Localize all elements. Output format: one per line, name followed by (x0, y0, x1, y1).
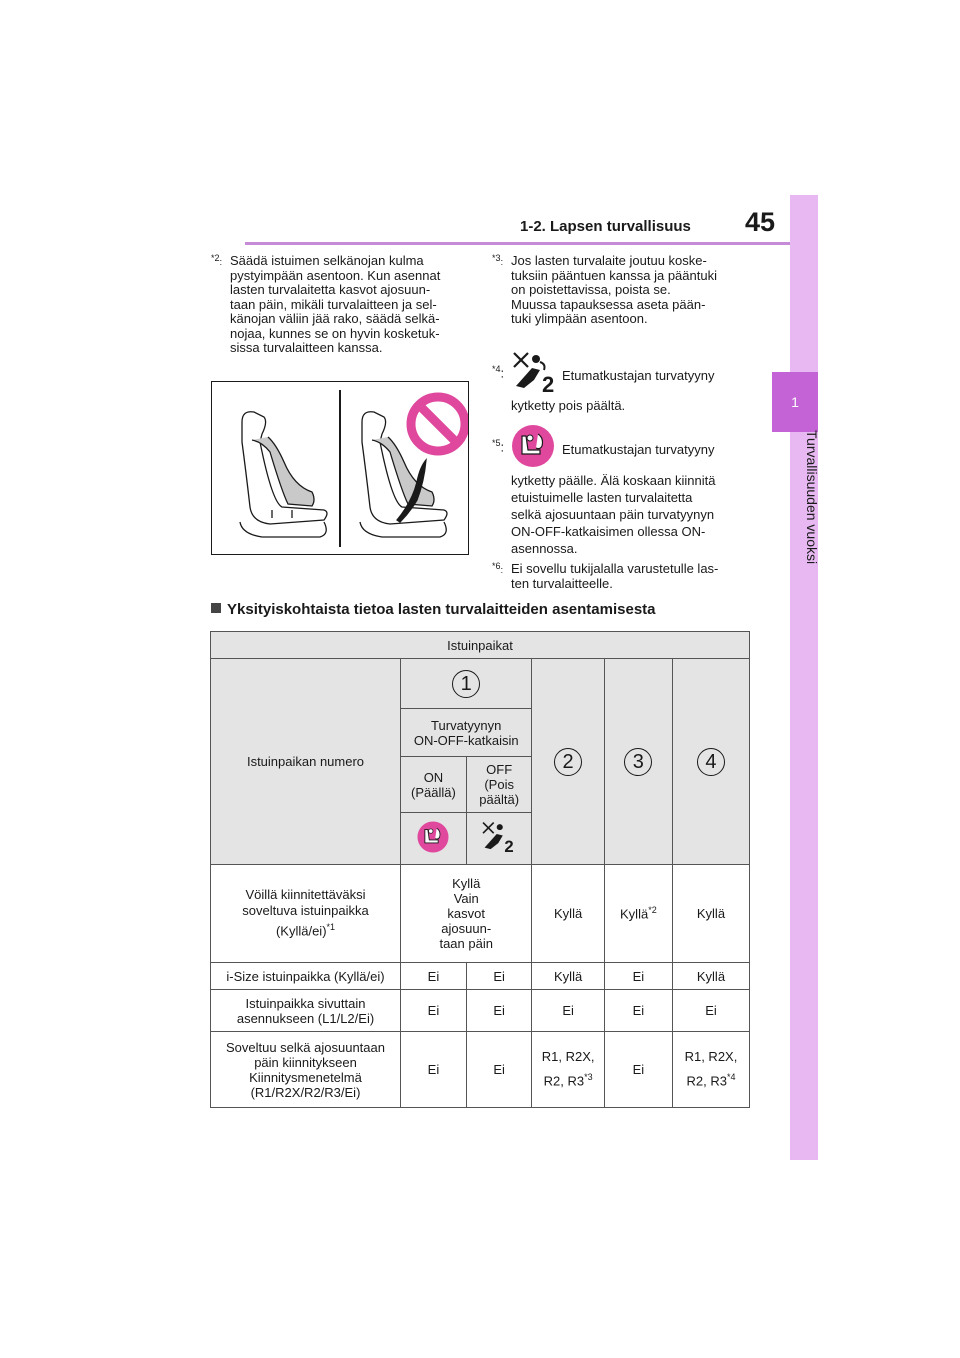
table-row (211, 632, 750, 659)
table-cell: Ei (466, 1032, 532, 1108)
table-cell: Kyllä (532, 963, 604, 990)
airbag-off-icon (510, 350, 560, 394)
table-cell: Ei (401, 963, 467, 990)
airbag-off-cell (466, 813, 532, 865)
section-title: Yksityiskohtaista tietoa lasten turvalaitteiden asentamisesta (211, 601, 656, 618)
seat-figure-svg (212, 382, 468, 554)
table-cell: R1, R2X, R2, R3$^{*3}$ (532, 1032, 604, 1108)
svg-text:2: 2 (504, 837, 514, 854)
seat-number-3: 3 (604, 659, 672, 865)
table-row (211, 865, 750, 963)
section-header: 1-2. Lapsen turvallisuus (520, 218, 691, 235)
table-cell: Ei (401, 990, 467, 1032)
footnote-text: kytketty pois päältä. (511, 398, 626, 413)
table-cell: Ei (672, 990, 749, 1032)
seat-right (360, 412, 447, 537)
table-cell: Kyllä$^{*2}$ (604, 865, 672, 963)
footnote-mark: $^{*5}$: (492, 438, 505, 455)
table-cell: Ei (466, 990, 532, 1032)
footnote-2 (211, 254, 471, 374)
bullet-square-icon (211, 603, 221, 613)
row-label-cell: Istuinpaikka sivuttain asennukseen (L1/L2/Ei) (211, 990, 401, 1032)
footnote-mark: $^{*2}$: (211, 253, 223, 269)
table-cell: R1, R2X, R2, R3$^{*4}$ (672, 1032, 749, 1108)
table-row (211, 659, 750, 709)
footnote-text: Säädä istuimen selkänojan kulma pystyimpään asentoon. Kun asennat lasten turvalaitetta kasvot ajosuun- taan päin, mikäli turvalaitteen ja sel- känojan väliin jää rako, säädä selkä- nojaa, kunnes se on hyvin kosketuk- sissa turvalaitteen kanssa. (230, 253, 441, 355)
table-row (211, 963, 750, 990)
chapter-title-text: Turvallisuuden vuoksi (804, 430, 820, 565)
footnote-6 (492, 562, 752, 598)
table-cell: Ei (604, 1032, 672, 1108)
footnote-4 (492, 350, 752, 415)
on-label: ON (Päällä) (401, 757, 467, 813)
table-cell: Ei (466, 963, 532, 990)
seat-number-1: 1 (401, 659, 532, 709)
page-number: 45 (745, 207, 776, 237)
table-cell: Ei (532, 990, 604, 1032)
row-label-cell: Soveltuu selkä ajosuuntaan päin kiinnitykseen Kiinnitysmenetelmä (R1/R2X/R2/R3/Ei) (211, 1032, 401, 1108)
row-label-cell: i-Size istuinpaikka (Kyllä/ei) (211, 963, 401, 990)
footnote-mark: $^{*4}$: (492, 364, 505, 381)
off-label: OFF (Pois päältä) (466, 757, 532, 813)
table-cell: Ei (604, 963, 672, 990)
table-cell: Kyllä (672, 865, 749, 963)
footnote-3 (492, 254, 752, 344)
table-cell: Kyllä (532, 865, 604, 963)
footnote-text: kytketty päälle. Älä koskaan kiinnitä etuistuimelle lasten turvalaitetta selkä ajosuuntaan päin turvatyynyn ON-OFF-katkaisimen ollessa ON- asennossa. (511, 473, 716, 556)
table-cell: Kyllä (672, 963, 749, 990)
table-cell: Kyllä Vain kasvot ajosuun- taan päin (401, 865, 532, 963)
footnote-mark: $^{*3}$: (492, 253, 504, 269)
seat-number-4: 4 (672, 659, 749, 865)
table-row (211, 990, 750, 1032)
seat-table (210, 631, 750, 1108)
footnote-mark: $^{*6}$: (492, 561, 504, 577)
header-rule (245, 242, 790, 245)
airbag-on-icon (510, 424, 556, 468)
chapter-tab[interactable]: 1 (772, 372, 818, 432)
switch-label: Turvatyynyn ON-OFF-katkaisin (401, 709, 532, 757)
table-cell: Ei (401, 1032, 467, 1108)
row-label: Istuinpaikan numero (211, 659, 401, 865)
footnote-text: Etumatkustajan turvatyyny (562, 368, 715, 383)
table-row (211, 1032, 750, 1108)
seat-number-2: 2 (532, 659, 604, 865)
seat-left (240, 412, 327, 537)
footnote-text: Ei sovellu tukijalalla varustetulle las- ten turvalaitteelle. (511, 561, 719, 591)
svg-text:2: 2 (542, 372, 555, 394)
airbag-on-cell (401, 813, 467, 865)
row-label-cell: Vöillä kiinnitettäväksi soveltuva istuinpaikka (Kyllä/ei)$^{*1}$ (211, 865, 401, 963)
child-seat-illustration (211, 381, 469, 555)
chapter-title (804, 430, 824, 660)
prohibited-icon (411, 397, 465, 451)
sidebar-strip (790, 195, 818, 1160)
footnote-text: Jos lasten turvalaite joutuu koske- tuksiin pääntuen kanssa ja pääntuki on poistettavissa, poista se. Muussa tapauksessa aseta pään- tuki ylimpään asentoon. (511, 253, 717, 326)
table-cell: Ei (604, 990, 672, 1032)
airbag-on-icon (416, 820, 450, 854)
table-title: Istuinpaikat (211, 632, 750, 659)
footnote-5 (492, 424, 752, 559)
airbag-off-icon (480, 820, 518, 854)
footnote-text: Etumatkustajan turvatyyny (562, 442, 715, 457)
